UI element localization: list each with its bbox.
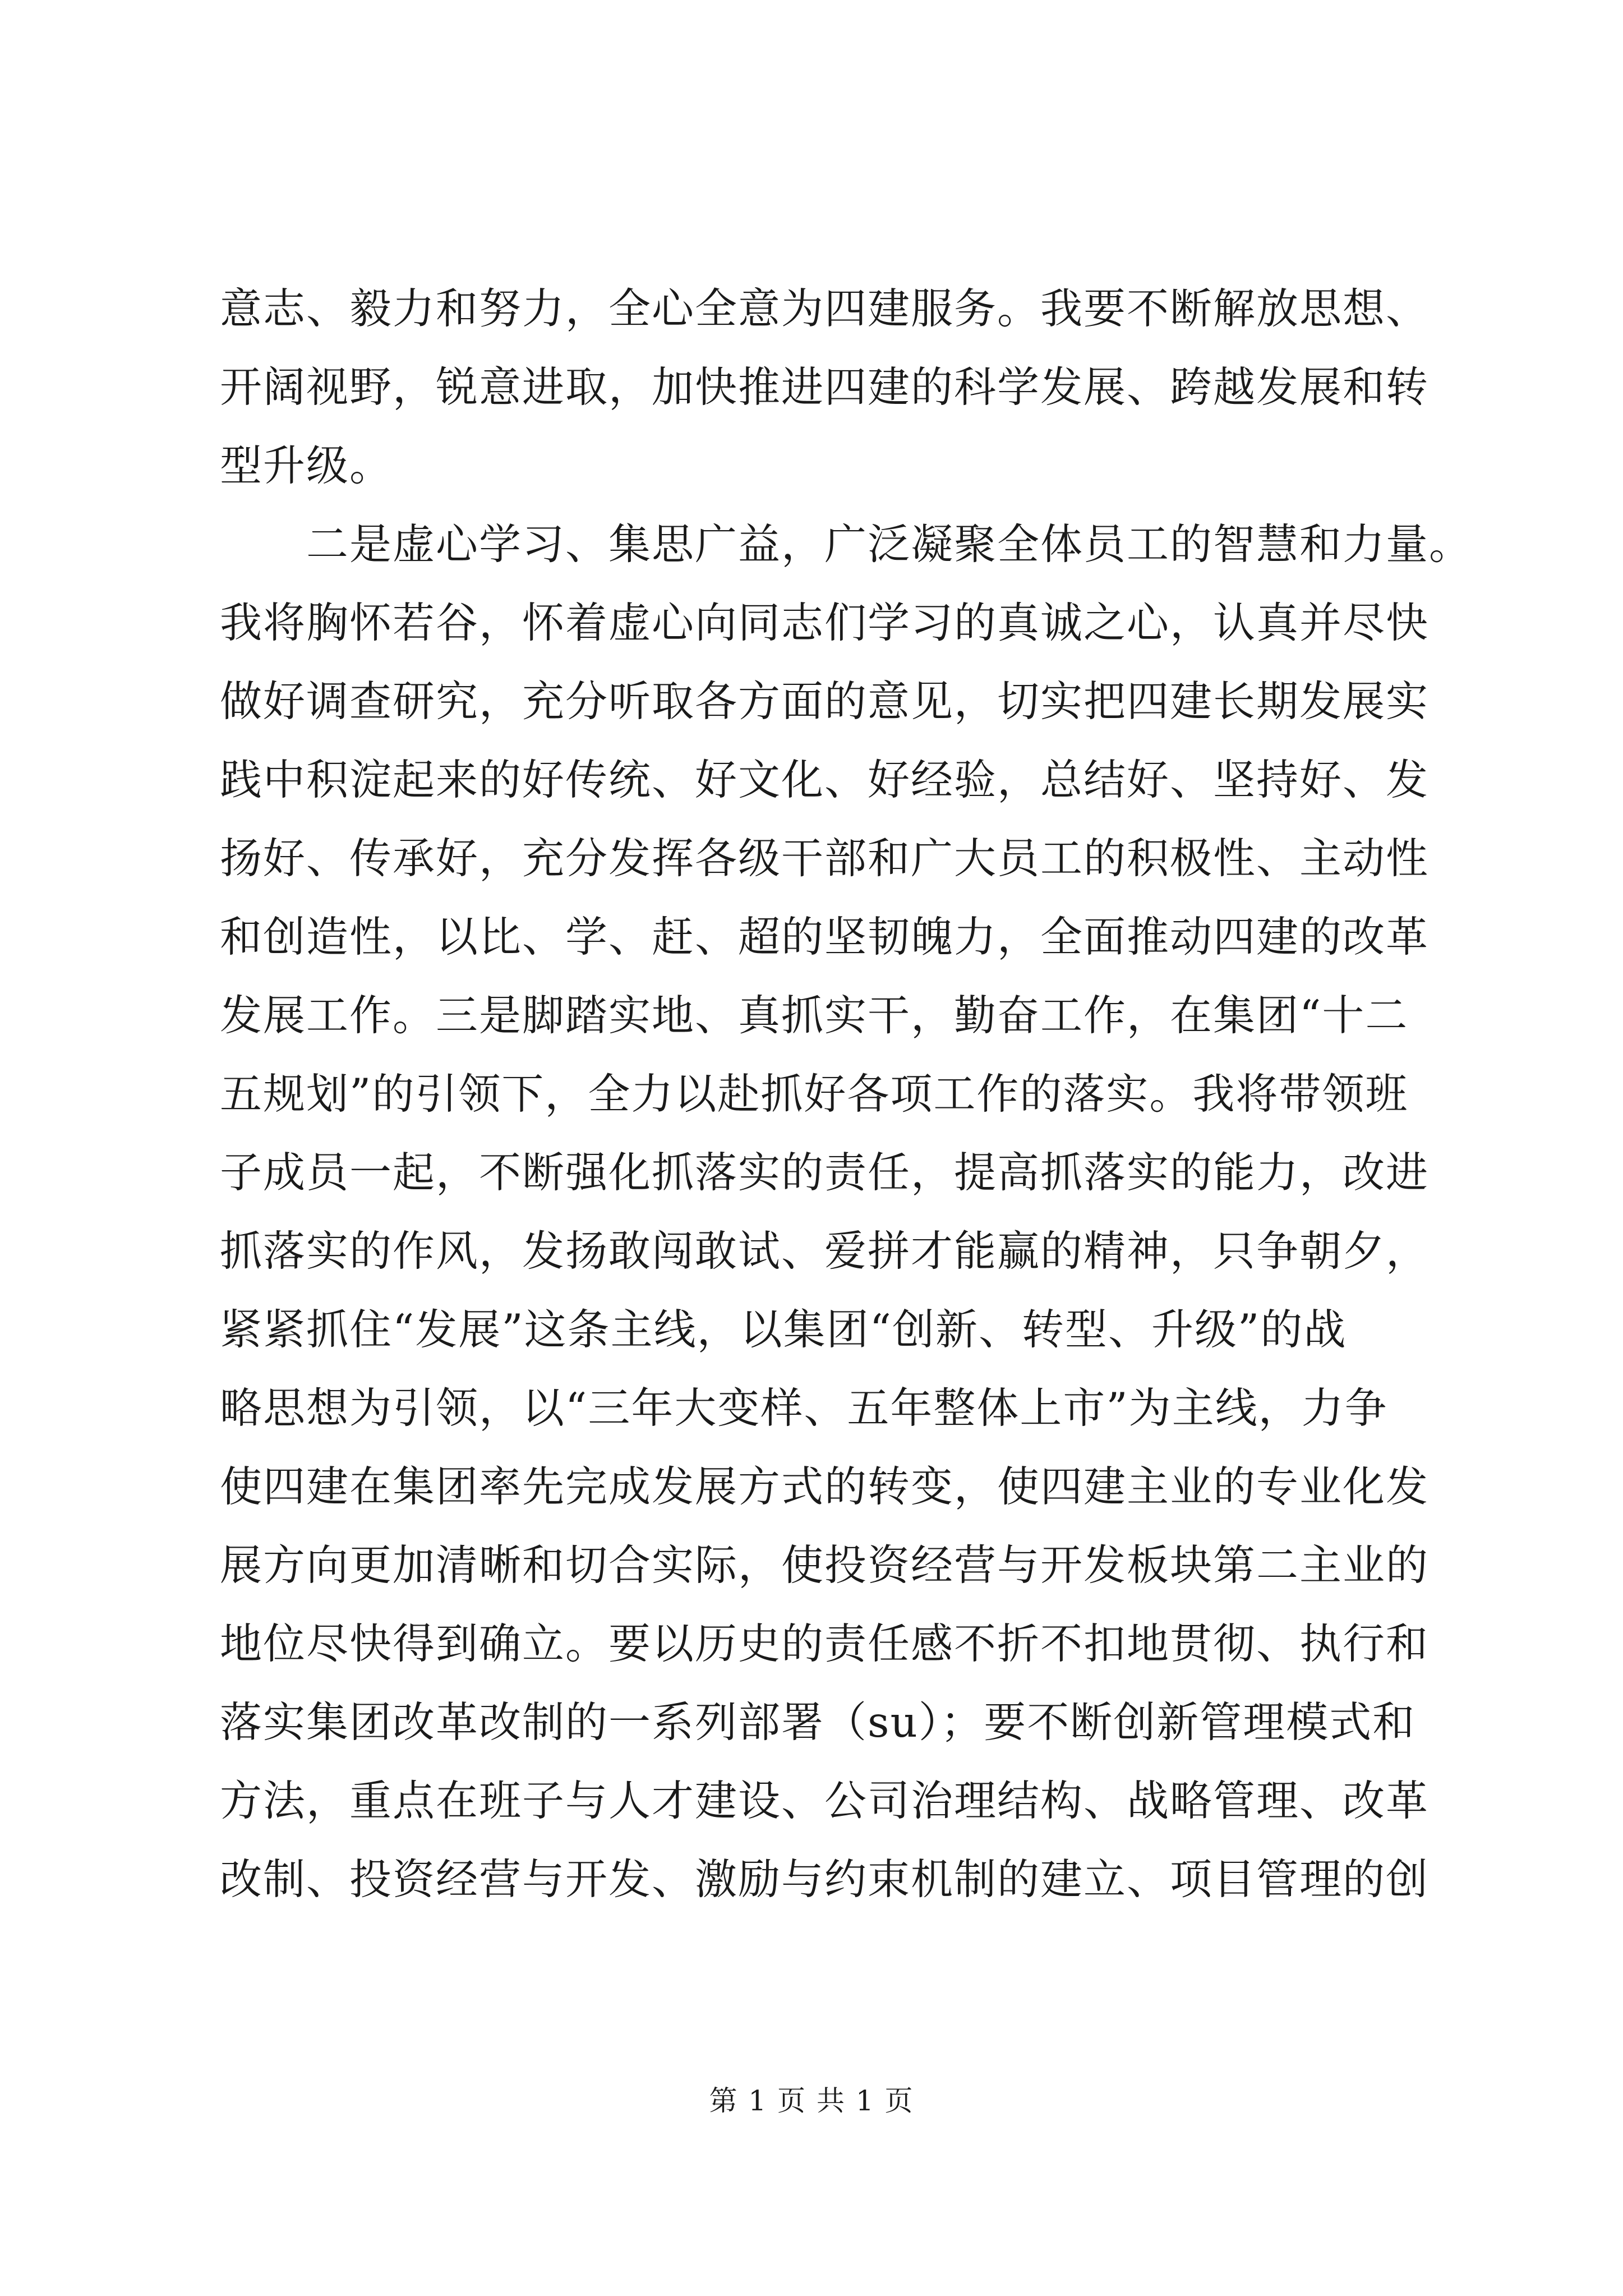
text-line: 意志、毅力和努力，全心全意为四建服务。我要不断解放思想、 — [220, 284, 1430, 333]
text-line: 做好调查研究，充分听取各方面的意见，切实把四建长期发展实 — [220, 677, 1430, 726]
text-line: 抓落实的作风，发扬敢闯敢试、爱拼才能赢的精神，只争朝夕， — [220, 1226, 1430, 1276]
page-number: 第 1 页 共 1 页 — [709, 2085, 914, 2117]
text-line: 践中积淀起来的好传统、好文化、好经验，总结好、坚持好、发 — [220, 755, 1430, 804]
text-line: 和创造性，以比、学、赶、超的坚韧魄力，全面推动四建的改革 — [220, 912, 1430, 961]
text-line: 展方向更加清晰和切合实际，使投资经营与开发板块第二主业的 — [220, 1540, 1430, 1590]
text-line: 使四建在集团率先完成发展方式的转变，使四建主业的专业化发 — [220, 1462, 1430, 1511]
text-line: 五规划”的引领下，全力以赴抓好各项工作的落实。我将带领班 — [220, 1069, 1409, 1119]
text-line: 发展工作。三是脚踏实地、真抓实干，勤奋工作，在集团“十二 — [220, 991, 1409, 1040]
text-line: 扬好、传承好，充分发挥各级干部和广大员工的积极性、主动性 — [220, 834, 1430, 883]
text-line: 方法，重点在班子与人才建设、公司治理结构、战略管理、改革 — [220, 1776, 1430, 1825]
text-line: 开阔视野，锐意进取，加快推进四建的科学发展、跨越发展和转 — [220, 362, 1430, 412]
text-line: 略思想为引领，以“三年大变样、五年整体上市”为主线，力争 — [220, 1383, 1388, 1433]
text-line: 型升级。 — [220, 441, 393, 490]
text-line: 改制、投资经营与开发、激励与约束机制的建立、项目管理的创 — [220, 1855, 1430, 1904]
document-body — [220, 269, 1473, 1918]
text-line: 子成员一起，不断强化抓落实的责任，提高抓落实的能力，改进 — [220, 1148, 1430, 1197]
page-footer — [0, 2084, 1623, 2118]
text-line: 落实集团改革改制的一系列部署（su）；要不断创新管理模式和 — [220, 1697, 1416, 1747]
text-line: 二是虚心学习、集思广益，广泛凝聚全体员工的智慧和力量。 — [220, 519, 1473, 569]
text-line: 我将胸怀若谷，怀着虚心向同志们学习的真诚之心，认真并尽快 — [220, 598, 1430, 647]
text-line: 地位尽快得到确立。要以历史的责任感不折不扣地贯彻、执行和 — [220, 1619, 1430, 1668]
text-line: 紧紧抓住“发展”这条主线，以集团“创新、转型、升级”的战 — [220, 1305, 1347, 1354]
